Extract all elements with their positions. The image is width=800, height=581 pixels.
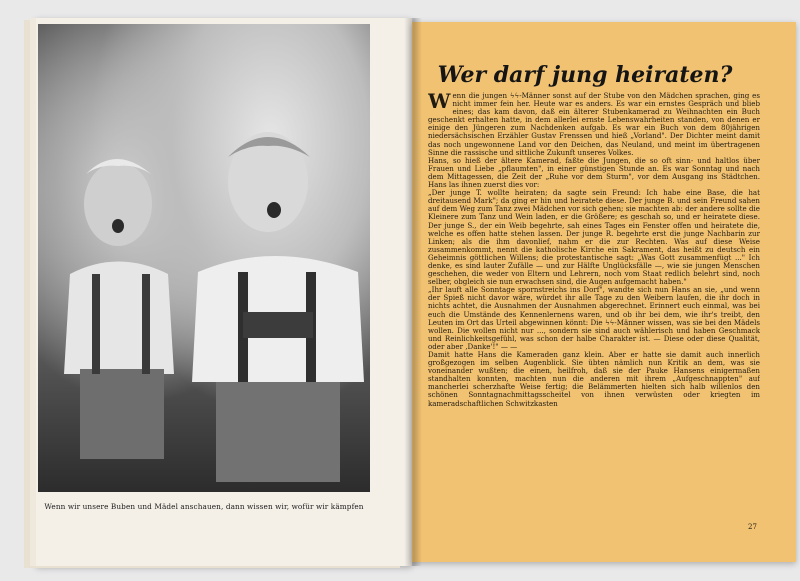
paragraph-5: Damit hatte Hans die Kameraden ganz klein. Aber er hatte sie damit auch innerlich großgezogen im selben Augenblick. Sie übten nämlich nun Kritik an dem, was sie voneinander wußten; die einen, heilfroh, daß sie der Pauke Hansens einigermaßen standhalten konnten, machten nun die anderen mit ihrem „Aufgeschnappten" auf mancherlei scherzhafte Weise fertig; die Belämmerten hielten sich halb willenlos den schönen Sonntagnachmittagsscheitel von ihnen verwüsten oder kriegten im kameradschaftlichen Schwitzkasten [428, 350, 760, 408]
page-number: 27 [748, 523, 757, 531]
article-title: Wer darf jung heiraten? [437, 62, 733, 88]
paragraph-1 [428, 92, 760, 157]
paragraph-2: Hans, so hieß der ältere Kamerad, faßte die Jungen, die so oft sinn- und haltlos über Frauen und Liebe „pflaumten", in einer günstigen Stunde an. Es war Sonntag und nach dem Mittagessen, die Zeit der „Ruhe vor dem Sturm", vor dem Ausgang ins Städtchen. Hans las ihnen zuerst dies vor: [428, 155, 760, 190]
boy-left-figure [56, 134, 186, 464]
article-body [428, 92, 760, 512]
book-gutter [404, 18, 422, 566]
paragraph-3: „Der junge T. wollte heiraten; da sagte sein Freund: Ich habe eine Base, die hat dreitausend Mark"; da ging er hin und heiratete diese. Der junge B. und sein Freund sahen auf dem Weg zum Tanz zwei Mädchen vor sich gehen; sie machten ab: der andere sollte die Kleinere zum Tanz und Wein laden, er die Größere; es geschah so, und er heiratete diese. Der junge S., der ein Weib begehrte, sah eines Tages ein Fenster offen und heiratete die, welche es offen hatte stehen lassen. Der junge R. begehrte erst die junge Nachbarin zur Linken; als die ihm davonlief, nahm er die zur Rechten. Was auf diese Weise zusammenkommt, nennt die katholische Kirche ein Sakrament, das heißt zu deutsch ein Geheimnis göttlichen Willens; die protestantische sagt: „Was Gott zusammenfügt ..." Ich denke, es sind lauter Zufälle — und zur Hälfte Unglücksfälle —, wie sie jungen Menschen geschehen, die weder von Eltern und Lehrern, noch vom Staat redlich belehrt sind, noch selber, obgleich sie nun erwachsen sind, die Augen aufgemacht haben." [428, 188, 760, 287]
paragraph-4: „Ihr lauft alle Sonntage spornstreichs ins Dorf", wandte sich nun Hans an sie, „und wenn der Spieß nicht davor wäre, würdet ihr alle Tage zu den Weibern laufen, die ihr doch in nichts achtet, die Ausnahmen der Ausnahmen abgerechnet. Erinnert euch einmal, was bei euch die Umstände des Kennenlernens waren, und ob ihr bei dem, wie ihr's treibt, den Leuten im Ort das Urteil abgewinnen könnt: Die ϟϟ-Männer wissen, was sie bei den Mädels wollen. Die wollen nicht nur ..., sondern sie sind auch wählerisch und haben Geschmack und Reinlichkeitsgefühl, was schon der halbe Charakter ist. — Diese oder diese Qualität, oder aber ‚Danke'!" — — [428, 285, 760, 351]
photo-caption: Wenn wir unsere Buben und Mädel anschauen, dann wissen wir, wofür wir kämpfen [44, 502, 364, 511]
boy-right-figure [188, 112, 368, 482]
paragraph-1-text: enn die jungen ϟϟ-Männer sonst auf der Stube von den Mädchen sprachen, ging es nicht immer fein her. Heute war es anders. Es war ein ernstes Gespräch und blieb eines; das kam davon, daß ein älterer Stubenkamerad zu Weihnachten ein Buch geschenkt erhalten hatte, in dem allerlei ernste Lebenswahrheiten standen, von denen er einige den Jüngeren zum Nachdenken aufgab. Es war ein Buch von dem 80jährigen niedersächsischen Erzähler Gustav Frenssen und hieß „Vorland". Der Dichter meint damit das noch ungewonnene Land vor den Deichen, das Neuland, und meint im übertragenen Sinne die rassische und sittliche Zukunft unseres Volkes. [428, 92, 760, 157]
drop-cap: W [428, 92, 451, 113]
photograph-singing-boys [38, 24, 370, 492]
